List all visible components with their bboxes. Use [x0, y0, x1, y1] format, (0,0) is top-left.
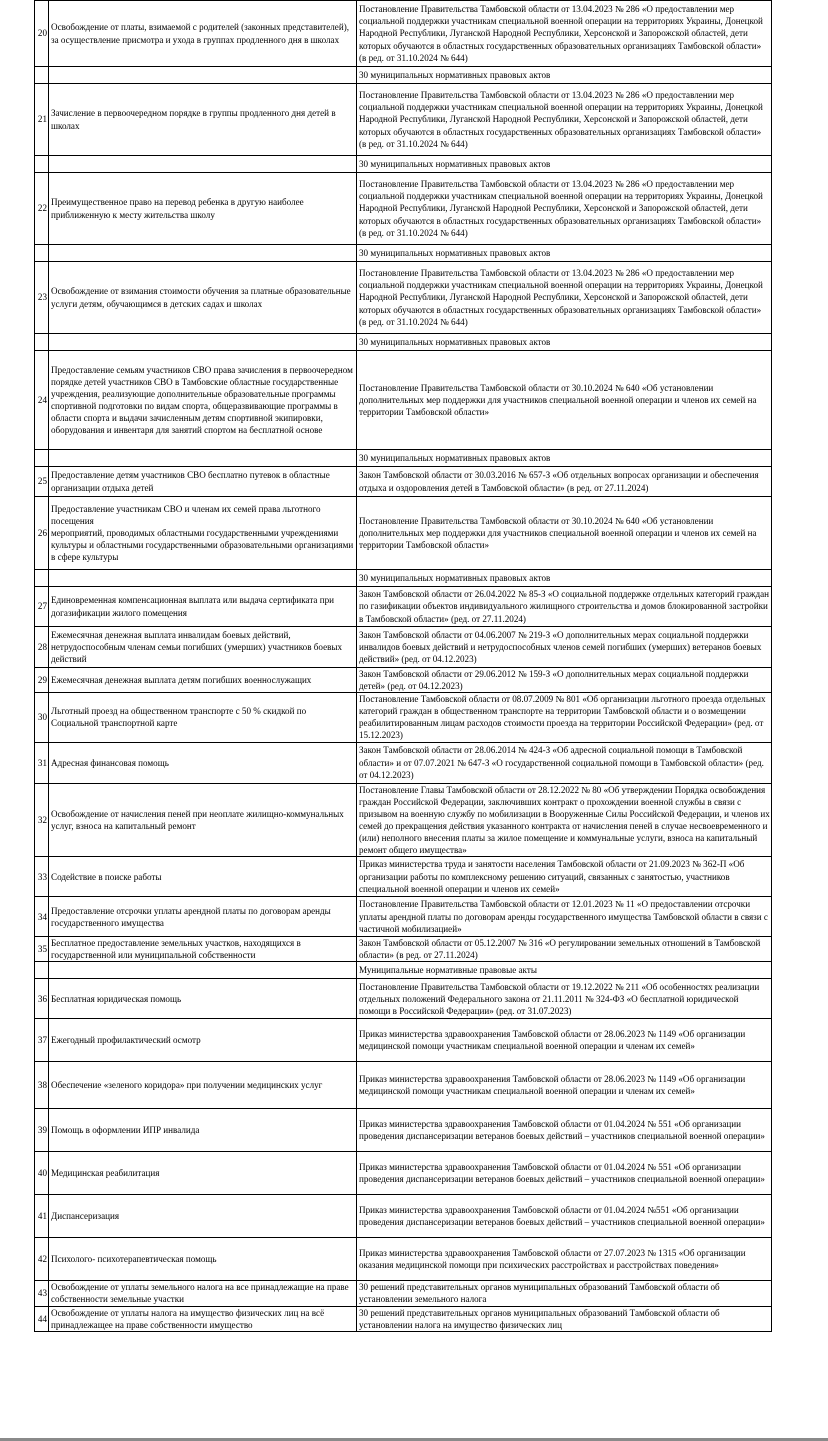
- measure-name-cell: [49, 570, 357, 587]
- table-row: [35, 262, 772, 334]
- legal-act-cell: Приказ министерства труда и занятости населения Тамбовской области от 21.09.2023 № 362-П «Об организации работы по комплексному решению ситуаций, связанных с занятостью, участников специальной военной операции и членов их семей»: [357, 857, 772, 897]
- legal-act-cell: 30 муниципальных нормативных правовых актов: [357, 67, 772, 84]
- legal-act-cell: Постановление Правительства Тамбовской области от 13.04.2023 № 286 «О предоставлении мер социальной поддержки участникам специальной военной операции на территориях Украины, Донецкой Народной Республики, Луганской Народной Республики, Херсонской и Запорожской областей, дети которых обучаются в областных государственных образовательных организациях Тамбовской области» (в ред. от 31.10.2024 № 644): [357, 84, 772, 156]
- table-row: [35, 156, 772, 173]
- legal-act-cell: Приказ министерства здравоохранения Тамбовской области от 01.04.2024 №551 «Об организации проведения диспансеризации ветеранов боевых действий – участников специальной военной операции»: [357, 1195, 772, 1238]
- measure-name-cell: [49, 245, 357, 262]
- row-number-cell: [35, 570, 49, 587]
- legal-act-cell: Постановление Правительства Тамбовской области от 13.04.2023 № 286 «О предоставлении мер социальной поддержки участникам специальной военной операции на территориях Украины, Донецкой Народной Республики, Луганской Народной Республики, Херсонской и Запорожской областей, дети которых обучаются в областных государственных образовательных организациях Тамбовской области» (в ред. от 31.10.2024 № 644): [357, 1, 772, 67]
- row-number-cell: 31: [35, 742, 49, 783]
- measures-table-body: [35, 1, 772, 1332]
- table-row: [35, 351, 772, 450]
- legal-act-cell: Муниципальные нормативные правовые акты: [357, 962, 772, 979]
- legal-act-cell: Закон Тамбовской области от 26.04.2022 № 85-З «О социальной поддержке отдельных категорий граждан по газификации объектов индивидуального жилищного строительства и домов блокированной застройки в Тамбовской области» (ред. от 27.11.2024): [357, 587, 772, 627]
- measure-name-cell: Единовременная компенсационная выплата или выдача сертификата при догазификации жилого помещения: [49, 587, 357, 627]
- measure-name-cell: Медицинская реабилитация: [49, 1152, 357, 1195]
- table-row: [35, 962, 772, 979]
- measure-name-cell: [49, 334, 357, 351]
- table-row: [35, 1109, 772, 1152]
- measure-name-cell: Диспансеризация: [49, 1195, 357, 1238]
- row-number-cell: [35, 67, 49, 84]
- row-number-cell: 39: [35, 1109, 49, 1152]
- table-row: [35, 334, 772, 351]
- legal-act-cell: Постановление Правительства Тамбовской области от 19.12.2022 № 211 «Об особенностях реализации отдельных положений Федерального закона от 21.11.2011 № 324-ФЗ «О бесплатной юридической помощи в Российской Федерации» (ред. от 31.07.2023): [357, 979, 772, 1019]
- table-row: [35, 742, 772, 783]
- row-number-cell: 44: [35, 1306, 49, 1331]
- table-row: [35, 1019, 772, 1062]
- measures-table: [34, 0, 772, 1332]
- row-number-cell: 43: [35, 1281, 49, 1306]
- measure-name-cell: [49, 450, 357, 467]
- measure-name-cell: Предоставление детям участников СВО бесплатно путевок в областные организации отдыха детей: [49, 467, 357, 497]
- legal-act-cell: 30 муниципальных нормативных правовых актов: [357, 156, 772, 173]
- table-row: [35, 937, 772, 962]
- legal-act-cell: Постановление Правительства Тамбовской области от 13.04.2023 № 286 «О предоставлении мер социальной поддержки участникам специальной военной операции на территориях Украины, Донецкой Народной Республики, Луганской Народной Республики, Херсонской и Запорожской областей, дети которых обучаются в областных государственных образовательных организациях Тамбовской области» (в ред. от 31.10.2024 № 644): [357, 262, 772, 334]
- row-number-cell: 20: [35, 1, 49, 67]
- legal-act-cell: 30 решений представительных органов муниципальных образований Тамбовской области об установлении налога на имущество физических лиц: [357, 1306, 772, 1331]
- row-number-cell: 28: [35, 627, 49, 668]
- legal-act-cell: Закон Тамбовской области от 28.06.2014 № 424-З «Об адресной социальной помощи в Тамбовской области» и от 07.07.2021 № 647-З «О государственной социальной помощи в Тамбовской области» (ред. от 04.12.2023): [357, 742, 772, 783]
- legal-act-cell: Постановление Главы Тамбовской области от 28.12.2022 № 80 «Об утверждении Порядка освобождения граждан Российской Федерации, заключивших контракт о прохождении военной службы в связи с призывом на военную службу по мобилизации в Вооруженные Силы Российской Федерации, и членов их семей до прекращения действия указанного контракта от начисления пеней в случае несвоевременного и (или) неполного внесения платы за жилое помещение и коммунальные услуги, взноса на капитальный ремонт общего имущества»: [357, 783, 772, 857]
- measure-name-cell: Освобождение от уплаты налога на имущество физических лиц на всё принадлежащее на праве собственности имущество: [49, 1306, 357, 1331]
- measure-name-cell: Предоставление участникам СВО и членам их семей права льготного посещения мероприятий, проводимых областными государственными учреждениями культуры и областными государственными образовательными организациями в сфере культуры: [49, 497, 357, 570]
- legal-act-cell: Постановление Правительства Тамбовской области от 30.10.2024 № 640 «Об установлении дополнительных мер поддержки для участников специальной военной операции и членов их семей на территории Тамбовской области»: [357, 497, 772, 570]
- row-number-cell: 23: [35, 262, 49, 334]
- table-row: [35, 67, 772, 84]
- table-row: [35, 1238, 772, 1281]
- measure-name-cell: [49, 962, 357, 979]
- row-number-cell: [35, 156, 49, 173]
- legal-act-cell: 30 муниципальных нормативных правовых актов: [357, 334, 772, 351]
- legal-act-cell: 30 муниципальных нормативных правовых актов: [357, 245, 772, 262]
- legal-act-cell: Закон Тамбовской области от 29.06.2012 № 159-З «О дополнительных мерах социальной поддержки детей» (ред. от 04.12.2023): [357, 668, 772, 693]
- row-number-cell: 33: [35, 857, 49, 897]
- table-row: [35, 173, 772, 245]
- table-row: [35, 627, 772, 668]
- row-number-cell: 29: [35, 668, 49, 693]
- row-number-cell: 40: [35, 1152, 49, 1195]
- measure-name-cell: Психолого- психотерапевтическая помощь: [49, 1238, 357, 1281]
- legal-act-cell: Постановление Правительства Тамбовской области от 13.04.2023 № 286 «О предоставлении мер социальной поддержки участникам специальной военной операции на территориях Украины, Донецкой Народной Республики, Луганской Народной Республики, Херсонской и Запорожской областей, дети которых обучаются в областных государственных образовательных организациях Тамбовской области» (в ред. от 31.10.2024 № 644): [357, 173, 772, 245]
- legal-act-cell: Приказ министерства здравоохранения Тамбовской области от 28.06.2023 № 1149 «Об организации медицинской помощи участникам специальной военной операции и членам их семей»: [357, 1019, 772, 1062]
- legal-act-cell: 30 муниципальных нормативных правовых актов: [357, 450, 772, 467]
- table-row: [35, 857, 772, 897]
- measure-name-cell: Содействие в поиске работы: [49, 857, 357, 897]
- measure-name-cell: Зачисление в первоочередном порядке в группы продленного дня детей в школах: [49, 84, 357, 156]
- measure-name-cell: Ежемесячная денежная выплата детям погибших военнослужащих: [49, 668, 357, 693]
- legal-act-cell: Закон Тамбовской области от 05.12.2007 № 316 «О регулировании земельных отношений в Тамбовской области» (в ред. от 27.11.2024): [357, 937, 772, 962]
- legal-act-cell: Закон Тамбовской области от 04.06.2007 № 219-З «О дополнительных мерах социальной поддержки инвалидов боевых действий и нетрудоспособных членов семей погибших (умерших) ветеранов боевых действий» (ред. от 04.12.2023): [357, 627, 772, 668]
- row-number-cell: 37: [35, 1019, 49, 1062]
- table-row: [35, 1195, 772, 1238]
- legal-act-cell: 30 решений представительных органов муниципальных образований Тамбовской области об установлении земельного налога: [357, 1281, 772, 1306]
- measure-name-cell: [49, 67, 357, 84]
- table-row: [35, 979, 772, 1019]
- table-row: [35, 84, 772, 156]
- table-row: [35, 783, 772, 857]
- measure-name-cell: Освобождение от начисления пеней при неоплате жилищно-коммунальных услуг, взноса на капитальный ремонт: [49, 783, 357, 857]
- table-row: [35, 668, 772, 693]
- measure-name-cell: Ежемесячная денежная выплата инвалидам боевых действий, нетрудоспособным членам семьи погибших (умерших) участников боевых действий: [49, 627, 357, 668]
- measure-name-cell: Бесплатная юридическая помощь: [49, 979, 357, 1019]
- row-number-cell: [35, 334, 49, 351]
- legal-act-cell: 30 муниципальных нормативных правовых актов: [357, 570, 772, 587]
- table-row: [35, 1306, 772, 1331]
- row-number-cell: 41: [35, 1195, 49, 1238]
- measure-name-cell: Освобождение от платы, взимаемой с родителей (законных представителей), за осуществление присмотра и ухода в группах продленного дня в школах: [49, 1, 357, 67]
- measure-name-cell: Преимущественное право на перевод ребенка в другую наиболее приближенную к месту жительства школу: [49, 173, 357, 245]
- legal-act-cell: Закон Тамбовской области от 30.03.2016 № 657-З «Об отдельных вопросах организации и обеспечения отдыха и оздоровления детей в Тамбовской области» (в ред. от 27.11.2024): [357, 467, 772, 497]
- row-number-cell: 42: [35, 1238, 49, 1281]
- measure-name-cell: Льготный проезд на общественном транспорте с 50 % скидкой по Социальной транспортной карте: [49, 693, 357, 742]
- row-number-cell: 32: [35, 783, 49, 857]
- row-number-cell: 35: [35, 937, 49, 962]
- table-row: [35, 1152, 772, 1195]
- legal-act-cell: Постановление Правительства Тамбовской области от 12.01.2023 № 11 «О предоставлении отсрочки уплаты арендной платы по договорам аренды государственного имущества Тамбовской области в связи с частичной мобилизацией»: [357, 897, 772, 937]
- table-row: [35, 693, 772, 742]
- measure-name-cell: Помощь в оформлении ИПР инвалида: [49, 1109, 357, 1152]
- row-number-cell: 30: [35, 693, 49, 742]
- row-number-cell: [35, 245, 49, 262]
- table-row: [35, 1, 772, 67]
- row-number-cell: 36: [35, 979, 49, 1019]
- measure-name-cell: Ежегодный профилактический осмотр: [49, 1019, 357, 1062]
- legal-act-cell: Приказ министерства здравоохранения Тамбовской области от 01.04.2024 № 551 «Об организации проведения диспансеризации ветеранов боевых действий – участников специальной военной операции»: [357, 1109, 772, 1152]
- measure-name-cell: Обеспечение «зеленого коридора» при получении медицинских услуг: [49, 1062, 357, 1109]
- row-number-cell: 24: [35, 351, 49, 450]
- table-row: [35, 587, 772, 627]
- legal-act-cell: Постановление Правительства Тамбовской области от 30.10.2024 № 640 «Об установлении дополнительных мер поддержки для участников специальной военной операции и членов их семей на территории Тамбовской области»: [357, 351, 772, 450]
- measure-name-cell: [49, 156, 357, 173]
- legal-act-cell: Приказ министерства здравоохранения Тамбовской области от 28.06.2023 № 1149 «Об организации медицинской помощи участникам специальной военной операции и членам их семей»: [357, 1062, 772, 1109]
- table-row: [35, 450, 772, 467]
- row-number-cell: 25: [35, 467, 49, 497]
- table-row: [35, 497, 772, 570]
- measure-name-cell: Предоставление семьям участников СВО права зачисления в первоочередном порядке детей участников СВО в Тамбовские областные государственные учреждения, реализующие дополнительные образовательные программы спортивной подготовки по видам спорта, общеразвивающие программы в области спорта и выдачи зачисленным детям спортивной экипировки, оборудования и инвентаря для занятий спортом на бесплатной основе: [49, 351, 357, 450]
- table-row: [35, 897, 772, 937]
- row-number-cell: 22: [35, 173, 49, 245]
- table-row: [35, 467, 772, 497]
- table-row: [35, 1062, 772, 1109]
- measure-name-cell: Освобождение от уплаты земельного налога на все принадлежащие на праве собственности земельные участки: [49, 1281, 357, 1306]
- measure-name-cell: Предоставление отсрочки уплаты арендной платы по договорам аренды государственного имущества: [49, 897, 357, 937]
- measure-name-cell: Бесплатное предоставление земельных участков, находящихся в государственной или муниципальной собственности: [49, 937, 357, 962]
- legal-act-cell: Постановление Тамбовской области от 08.07.2009 № 801 «Об организации льготного проезда отдельных категорий граждан в общественном транспорте на территории Тамбовской области и о возмещении реабилитированным лицам расходов стоимости проезда на территории Российской Федерации» (ред. от 15.12.2023): [357, 693, 772, 742]
- row-number-cell: 34: [35, 897, 49, 937]
- row-number-cell: [35, 962, 49, 979]
- table-row: [35, 1281, 772, 1306]
- measure-name-cell: Освобождение от взимания стоимости обучения за платные образовательные услуги детям, обучающимся в детских садах и школах: [49, 262, 357, 334]
- legal-act-cell: Приказ министерства здравоохранения Тамбовской области от 27.07.2023 № 1315 «Об организации оказания медицинской помощи при психических расстройствах и расстройствах поведения»: [357, 1238, 772, 1281]
- row-number-cell: 21: [35, 84, 49, 156]
- row-number-cell: 38: [35, 1062, 49, 1109]
- row-number-cell: 27: [35, 587, 49, 627]
- row-number-cell: [35, 450, 49, 467]
- legal-act-cell: Приказ министерства здравоохранения Тамбовской области от 01.04.2024 № 551 «Об организации проведения диспансеризации ветеранов боевых действий – участников специальной военной операции»: [357, 1152, 772, 1195]
- measure-name-cell: Адресная финансовая помощь: [49, 742, 357, 783]
- table-row: [35, 570, 772, 587]
- table-row: [35, 245, 772, 262]
- row-number-cell: 26: [35, 497, 49, 570]
